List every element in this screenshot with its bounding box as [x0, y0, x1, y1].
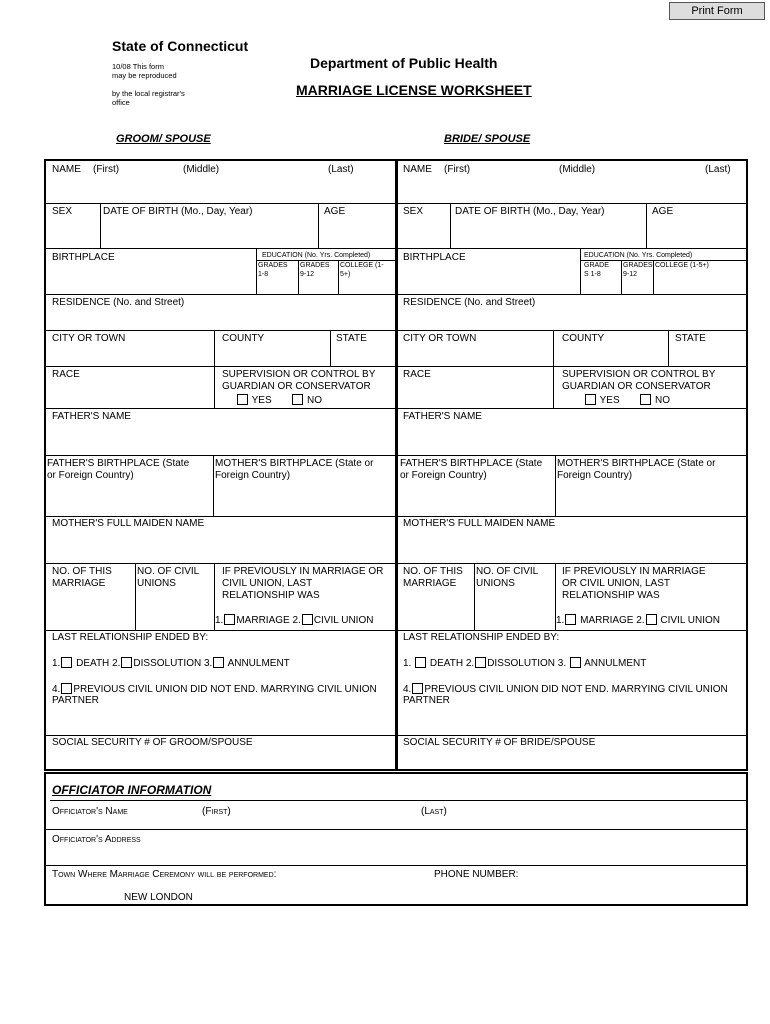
bride-yes-checkbox[interactable]: [585, 394, 596, 405]
state-title: State of Connecticut: [112, 38, 249, 54]
bride-heading: BRIDE/ SPOUSE: [444, 133, 531, 145]
bride-num-marriage-2: MARRIAGE: [403, 578, 457, 589]
officiator-address-label: Officiator's Address: [52, 834, 141, 845]
groom-residence-label: RESIDENCE (No. and Street): [52, 297, 185, 308]
groom-father-birthplace-2: or Foreign Country): [47, 470, 134, 481]
ceremony-town-value[interactable]: NEW LONDON: [124, 892, 193, 903]
bride-education-label: EDUCATION (No. Yrs. Completed): [584, 252, 693, 259]
note-line-2: may be reproduced: [112, 71, 177, 80]
bride-prev-civil-checkbox[interactable]: [412, 683, 423, 694]
bride-city-label: CITY OR TOWN: [403, 333, 477, 344]
note-line-3: by the local registrar's: [112, 89, 185, 98]
bride-ended-label: LAST RELATIONSHIP ENDED BY:: [403, 632, 560, 643]
bride-marriage-checkbox[interactable]: [565, 614, 576, 625]
groom-ssn-label: SOCIAL SECURITY # OF GROOM/SPOUSE: [52, 737, 253, 748]
bride-dissolution-checkbox[interactable]: [475, 657, 486, 668]
print-form-button[interactable]: Print Form: [669, 2, 765, 20]
groom-last-label: (Last): [328, 164, 354, 175]
bride-age-label: AGE: [652, 206, 674, 217]
groom-ended-options: 1. DEATH 2. DISSOLUTION 3. ANNULMENT: [52, 658, 290, 669]
groom-annulment-checkbox[interactable]: [213, 657, 224, 668]
officiator-heading: OFFICIATOR INFORMATION: [52, 783, 212, 797]
groom-sex-label: SEX: [52, 206, 73, 217]
bride-name-label: NAME: [403, 164, 432, 175]
bride-prev-civil-partner: PARTNER: [403, 695, 450, 706]
groom-prev-3: RELATIONSHIP WAS: [222, 590, 320, 601]
groom-ended-label: LAST RELATIONSHIP ENDED BY:: [52, 632, 209, 643]
bride-grades18-b: S 1-8: [584, 271, 601, 278]
officiator-last-label: (Last): [421, 806, 447, 817]
phone-number-label: PHONE NUMBER:: [434, 869, 519, 880]
bride-middle-label: (Middle): [559, 164, 596, 175]
groom-prev-civil-line: 4. PREVIOUS CIVIL UNION DID NOT END. MARRYING CIVIL UNION: [52, 684, 377, 695]
groom-name-label: NAME: [52, 164, 81, 175]
bride-county-label: COUNTY: [562, 333, 605, 344]
bride-death-checkbox[interactable]: [415, 657, 426, 668]
bride-prev-options: 1. MARRIAGE 2. CIVIL UNION: [556, 615, 721, 626]
bride-prev-1: IF PREVIOUSLY IN MARRIAGE: [562, 566, 706, 577]
bride-first-label: (First): [444, 164, 471, 175]
groom-prev-civil-checkbox[interactable]: [61, 683, 72, 694]
officiator-first-label: (First): [202, 806, 231, 817]
bride-father-birthplace-2: or Foreign Country): [400, 470, 487, 481]
groom-civil-union-checkbox[interactable]: [302, 614, 313, 625]
groom-city-label: CITY OR TOWN: [52, 333, 126, 344]
bride-father-label: FATHER'S NAME: [403, 411, 482, 422]
bride-no-checkbox[interactable]: [640, 394, 651, 405]
groom-num-civil-2: UNIONS: [137, 578, 176, 589]
groom-heading: GROOM/ SPOUSE: [116, 133, 211, 145]
bride-yes-label: YES: [599, 395, 620, 406]
groom-race-label: RACE: [52, 369, 80, 380]
groom-num-civil-1: NO. OF CIVIL: [137, 566, 200, 577]
groom-supervision-options: [236, 394, 322, 407]
bride-mother-birthplace-1: MOTHER'S BIRTHPLACE (State or: [557, 458, 716, 469]
bride-birthplace-label: BIRTHPLACE: [403, 252, 466, 263]
groom-mother-birthplace-2: Foreign Country): [215, 470, 291, 481]
bride-college: COLLEGE (1-5+): [655, 262, 709, 269]
groom-prev-options: 1. MARRIAGE 2. CIVIL UNION: [215, 615, 374, 626]
note-line-4: office: [112, 98, 130, 107]
groom-supervision-2: GUARDIAN OR CONSERVATOR: [222, 381, 371, 392]
groom-marriage-checkbox[interactable]: [224, 614, 235, 625]
bride-father-birthplace-1: FATHER'S BIRTHPLACE (State: [400, 458, 543, 469]
bride-prev-3: RELATIONSHIP WAS: [562, 590, 660, 601]
groom-num-marriage-1: NO. OF THIS: [52, 566, 112, 577]
bride-mother-birthplace-2: Foreign Country): [557, 470, 633, 481]
groom-no-checkbox[interactable]: [292, 394, 303, 405]
groom-college-b: 5+): [340, 271, 351, 278]
bride-residence-label: RESIDENCE (No. and Street): [403, 297, 536, 308]
bride-prev-civil-line: 4. PREVIOUS CIVIL UNION DID NOT END. MARRYING CIVIL UNION: [403, 684, 728, 695]
groom-no-label: NO: [306, 395, 322, 406]
officiator-name-label: Officiator's Name: [52, 806, 128, 817]
groom-father-label: FATHER'S NAME: [52, 411, 131, 422]
bride-sex-label: SEX: [403, 206, 424, 217]
groom-prev-1: IF PREVIOUSLY IN MARRIAGE OR: [222, 566, 384, 577]
groom-dissolution-checkbox[interactable]: [121, 657, 132, 668]
groom-yes-checkbox[interactable]: [237, 394, 248, 405]
note-line-1: 10/08 This form: [112, 62, 164, 71]
groom-middle-label: (Middle): [183, 164, 220, 175]
groom-college-a: COLLEGE (1-: [340, 262, 384, 269]
groom-grades912-a: GRADES: [300, 262, 330, 269]
bride-grades18-a: GRADE: [584, 262, 609, 269]
groom-supervision-1: SUPERVISION OR CONTROL BY: [222, 369, 376, 380]
groom-age-label: AGE: [324, 206, 346, 217]
groom-mother-birthplace-1: MOTHER'S BIRTHPLACE (State or: [215, 458, 374, 469]
bride-civil-union-checkbox[interactable]: [646, 614, 657, 625]
bride-supervision-2: GUARDIAN OR CONSERVATOR: [562, 381, 711, 392]
bride-state-label: STATE: [675, 333, 706, 344]
groom-num-marriage-2: MARRIAGE: [52, 578, 106, 589]
form-title: MARRIAGE LICENSE WORKSHEET: [296, 82, 532, 98]
groom-first-label: (First): [93, 164, 120, 175]
bride-num-marriage-1: NO. OF THIS: [403, 566, 463, 577]
groom-father-birthplace-1: FATHER'S BIRTHPLACE (State: [47, 458, 190, 469]
bride-grades912-b: 9-12: [623, 271, 638, 278]
bride-no-label: NO: [654, 395, 670, 406]
bride-mother-label: MOTHER'S FULL MAIDEN NAME: [403, 518, 556, 529]
bride-num-civil-1: NO. OF CIVIL: [476, 566, 539, 577]
groom-grades18-b: 1-8: [258, 271, 269, 278]
ceremony-town-label: Town Where Marriage Ceremony will be performed:: [52, 869, 277, 880]
department-title: Department of Public Health: [310, 55, 498, 71]
bride-last-label: (Last): [705, 164, 731, 175]
bride-supervision-1: SUPERVISION OR CONTROL BY: [562, 369, 716, 380]
bride-ended-options: 1. DEATH 2. DISSOLUTION 3. ANNULMENT: [403, 658, 647, 669]
groom-county-label: COUNTY: [222, 333, 265, 344]
bride-dob-label: DATE OF BIRTH (Mo., Day, Year): [455, 206, 605, 217]
groom-grades18-a: GRADES: [258, 262, 288, 269]
groom-education-label: EDUCATION (No. Yrs. Completed): [262, 252, 371, 259]
bride-annulment-checkbox[interactable]: [570, 657, 581, 668]
groom-state-label: STATE: [336, 333, 367, 344]
bride-num-civil-2: UNIONS: [476, 578, 515, 589]
bride-prev-2: OR CIVIL UNION, LAST: [562, 578, 670, 589]
groom-prev-civil-partner: PARTNER: [52, 695, 99, 706]
groom-dob-label: DATE OF BIRTH (Mo., Day, Year): [103, 206, 253, 217]
groom-yes-label: YES: [251, 395, 272, 406]
bride-ssn-label: SOCIAL SECURITY # OF BRIDE/SPOUSE: [403, 737, 596, 748]
bride-supervision-options: [584, 394, 670, 407]
groom-grades912-b: 9-12: [300, 271, 315, 278]
groom-mother-label: MOTHER'S FULL MAIDEN NAME: [52, 518, 205, 529]
groom-prev-2: CIVIL UNION, LAST: [222, 578, 313, 589]
bride-grades912-a: GRADES: [623, 262, 653, 269]
groom-death-checkbox[interactable]: [61, 657, 72, 668]
bride-race-label: RACE: [403, 369, 431, 380]
groom-birthplace-label: BIRTHPLACE: [52, 252, 115, 263]
